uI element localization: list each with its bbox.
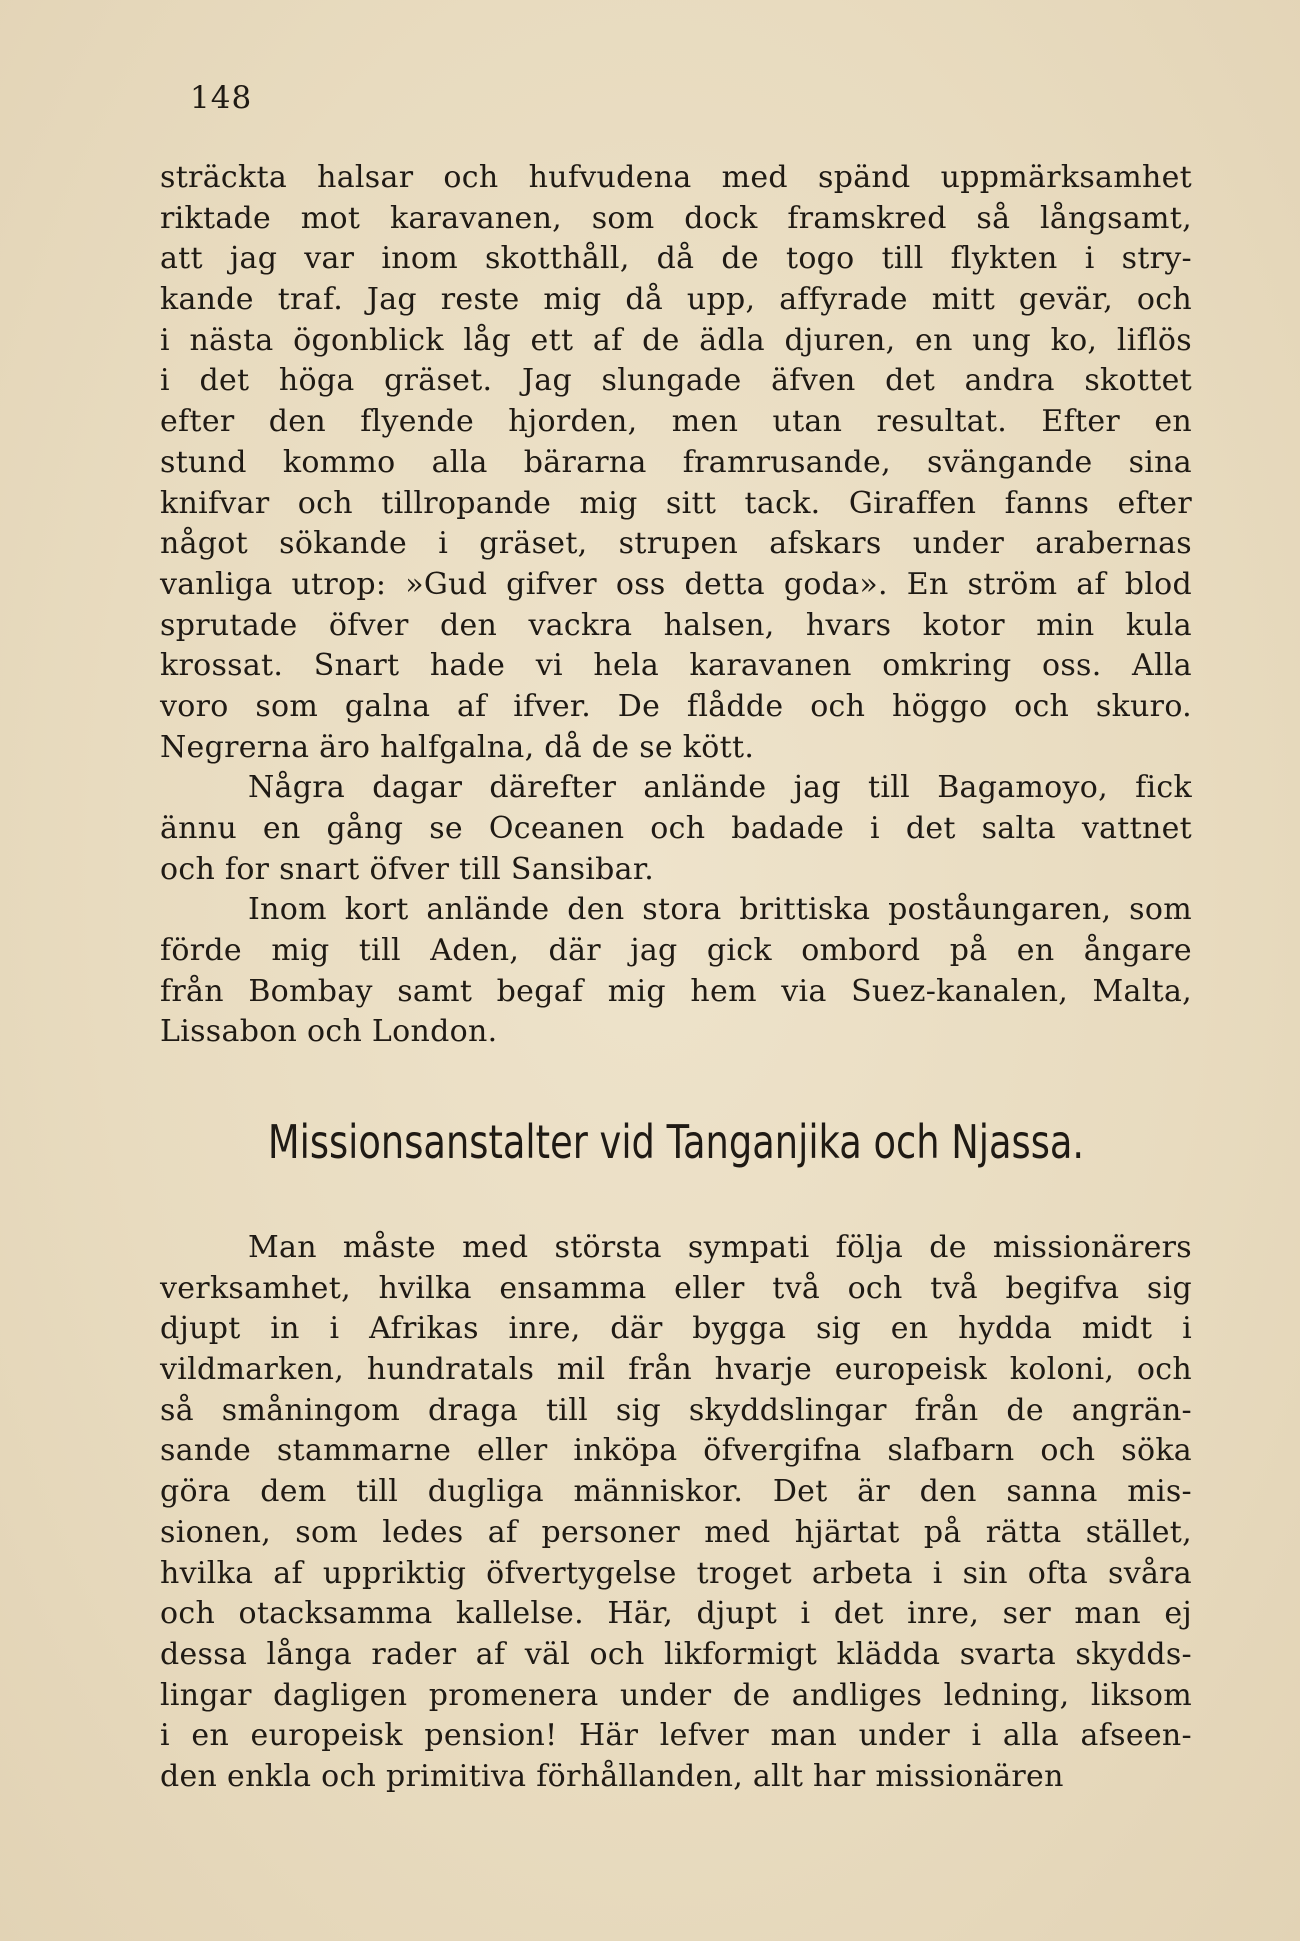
text-line: göra dem till dugliga människor. Det är den sanna mis- xyxy=(160,1474,1192,1510)
text-line: Några dagar därefter anlände jag till Bagamoyo, fick xyxy=(248,770,1192,806)
text-line: lingar dagligen promenera under de andliges ledning, liksom xyxy=(160,1677,1192,1713)
text-line: den enkla och primitiva förhållanden, allt har missionären xyxy=(160,1758,1064,1794)
section-heading: Missionsanstalter vid Tanganjika och Njassa. xyxy=(267,1115,1085,1169)
text-line: så småningom draga till sig skyddslingar från de angrän- xyxy=(160,1392,1192,1428)
text-line: sande stammarne eller inköpa öfvergifna slafbarn och söka xyxy=(160,1433,1192,1469)
text-line: knifvar och tillropande mig sitt tack. Giraffen fanns efter xyxy=(160,485,1192,521)
text-line: sträckta halsar och hufvudena med spänd uppmärksamhet xyxy=(160,160,1192,195)
paragraph xyxy=(160,1228,1192,1798)
text-line: dessa långa rader af väl och likformigt klädda svarta skydds- xyxy=(160,1636,1192,1672)
text-line: i en europeisk pension! Här lefver man under i alla afseen- xyxy=(160,1718,1192,1754)
text-line: sprutade öfver den vackra halsen, hvars kotor min kula xyxy=(160,607,1192,643)
text-line: djupt in i Afrikas inre, där bygga sig en hydda midt i xyxy=(160,1311,1192,1347)
text-line: och otacksamma kallelse. Här, djupt i det inre, ser man ej xyxy=(160,1596,1192,1632)
text-line: i det höga gräset. Jag slungade äfven det andra skottet xyxy=(160,363,1192,399)
text-line: att jag var inom skotthåll, då de togo till flykten i stry- xyxy=(160,241,1192,277)
text-line: vanliga utrop: »Gud gifver oss detta goda». En ström af blod xyxy=(160,566,1192,602)
text-line: från Bombay samt begaf mig hem via Suez-kanalen, Malta, xyxy=(160,973,1192,1009)
text-block-upper xyxy=(160,158,1192,1053)
text-line: voro som galna af ifver. De flådde och höggo och skuro. xyxy=(160,688,1192,724)
text-line: efter den flyende hjorden, men utan resultat. Efter en xyxy=(160,404,1192,440)
text-line: i nästa ögonblick låg ett af de ädla djuren, en ung ko, liflös xyxy=(160,322,1192,358)
text-line: Inom kort anlände den stora brittiska poståungaren, som xyxy=(248,892,1192,928)
text-line: förde mig till Aden, där jag gick ombord på en ångare xyxy=(160,933,1192,969)
text-line: verksamhet, hvilka ensamma eller två och två begifva sig xyxy=(160,1270,1192,1306)
text-line: stund kommo alla bärarna framrusande, svängande sina xyxy=(160,444,1192,480)
text-block-lower xyxy=(160,1228,1192,1798)
text-line: riktade mot karavanen, som dock framskred så långsamt, xyxy=(160,200,1192,236)
paragraph xyxy=(160,890,1192,1053)
paragraph xyxy=(160,768,1192,890)
text-line: något sökande i gräset, strupen afskars under arabernas xyxy=(160,526,1192,562)
text-line: och for snart öfver till Sansibar. xyxy=(160,851,655,887)
paragraph xyxy=(160,158,1192,768)
text-line: krossat. Snart hade vi hela karavanen omkring oss. Alla xyxy=(160,648,1192,684)
text-line: ännu en gång se Oceanen och badade i det salta vattnet xyxy=(160,811,1192,846)
text-line: hvilka af uppriktig öfvertygelse troget arbeta i sin ofta svåra xyxy=(160,1555,1192,1591)
text-line: Lissabon och London. xyxy=(160,1014,498,1050)
text-line: Man måste med största sympati följa de missionärers xyxy=(248,1230,1192,1265)
text-line: sionen, som ledes af personer med hjärtat på rätta stället, xyxy=(160,1514,1192,1550)
text-line: kande traf. Jag reste mig då upp, affyrade mitt gevär, och xyxy=(160,282,1192,318)
page-number: 148 xyxy=(190,80,253,116)
text-line: vildmarken, hundratals mil från hvarje europeisk koloni, och xyxy=(160,1352,1192,1388)
text-line: Negrerna äro halfgalna, då de se kött. xyxy=(160,729,755,765)
